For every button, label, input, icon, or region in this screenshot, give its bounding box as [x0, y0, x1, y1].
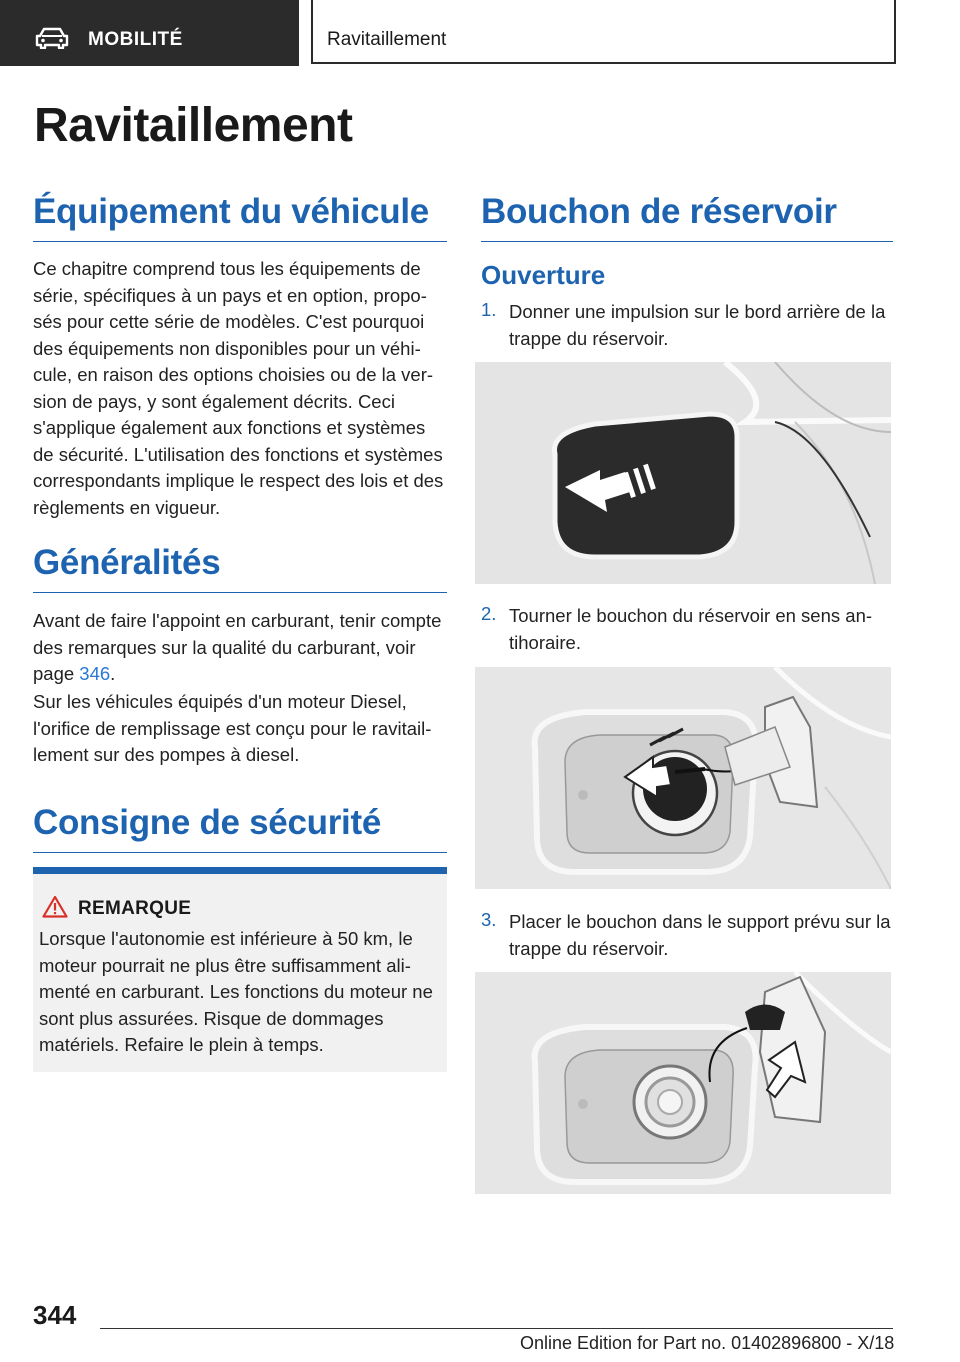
equipment-text: Ce chapitre comprend tous les équipements de série, spécifiques à un pays et en option, proposés pour cette série de modèles. C'est pourquoi des équipements non disponibles pour un véhicule, en raison des options choisies ou de la version de pays, y sont également décrits. Ceci s'applique également aux fonctions et systèmes de sécurité. L'utilisation des fonctions et systèmes correspondants implique le respect des lois et des règlements en vigueur.: [33, 258, 444, 518]
general-text-1-after: .: [110, 663, 116, 684]
safety-heading: Consigne de sécurité: [33, 803, 447, 853]
warning-title: REMARQUE: [78, 898, 192, 919]
warning-triangle-icon: [42, 895, 68, 918]
equipment-heading: Équipement du véhicule: [33, 192, 447, 242]
warning-text: Lorsque l'autonomie est inférieure à 50 km, le moteur pourrait ne plus être suffisamment alimenté en carburant. Les fonctions du moteur ne sont plus assurées. Risque de dommages matériels. Refaire le plein à temps.: [39, 928, 433, 1055]
footer-divider: [100, 1328, 893, 1329]
page-link[interactable]: 346: [79, 663, 111, 684]
fuel-flap-illustration: [475, 362, 891, 584]
step-text: Donner une impulsion sur le bord arrière de la trappe du réservoir.: [509, 301, 886, 349]
fuel-cap-turn-illustration: [475, 667, 891, 889]
chapter-label: MOBILITÉ: [88, 29, 183, 50]
page-number: 344: [33, 1300, 77, 1330]
section-tab[interactable]: [311, 0, 896, 64]
general-text-1: [33, 608, 447, 688]
fuel-cap-heading: Bouchon de réservoir: [481, 192, 893, 242]
warning-accent-bar: [33, 867, 447, 874]
opening-subheading: Ouverture: [481, 260, 606, 290]
general-text-1-before: Avant de faire l'appoint en carburant, tenir compte des remarques sur la qualité du carburant, voir page: [33, 610, 442, 684]
page-title: Ravitaillement: [34, 99, 353, 152]
general-heading: Généralités: [33, 543, 447, 593]
edition-text: Online Edition for Part no. 01402896800 - X/18: [520, 1333, 895, 1353]
general-text-2: Sur les véhicules équipés d'un moteur Diesel, l'orifice de remplissage est conçu pour le ravitaillement sur des pompes à diesel.: [33, 691, 432, 765]
fuel-cap-holder-illustration: [475, 972, 891, 1194]
car-icon: [34, 27, 70, 49]
chapter-tab[interactable]: [0, 0, 299, 66]
step-number: 3.: [481, 909, 497, 930]
section-label: Ravitaillement: [327, 29, 447, 50]
step-text: Tourner le bouchon du réservoir en sens antihoraire.: [509, 605, 873, 653]
step-number: 1.: [481, 299, 497, 320]
step-text: Placer le bouchon dans le support prévu sur la trappe du réservoir.: [509, 911, 891, 959]
warning-box: [33, 874, 447, 1072]
step-number: 2.: [481, 603, 497, 624]
